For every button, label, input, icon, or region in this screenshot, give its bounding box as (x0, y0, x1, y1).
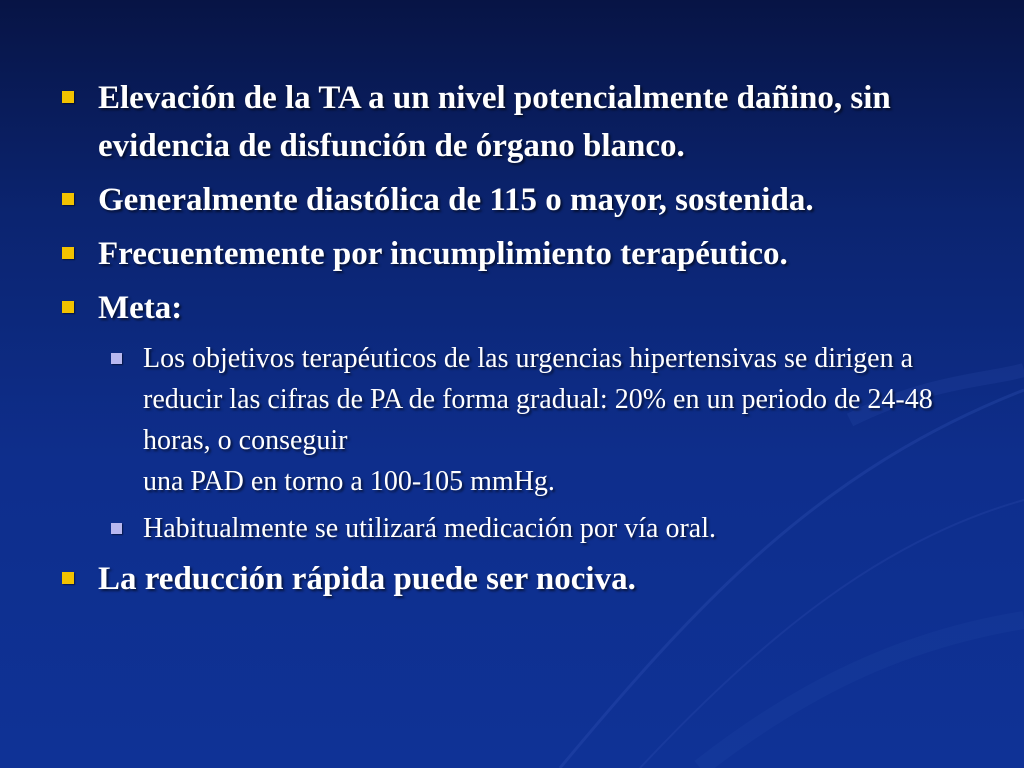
slide-content (60, 74, 980, 609)
bullet-item-diastolica (60, 176, 980, 224)
square-sub-bullet-icon (111, 523, 122, 534)
bullet-item-elevacion (60, 74, 980, 170)
bullet-text: Frecuentemente por incumplimiento terapéutico. (98, 236, 788, 272)
square-bullet-icon (62, 301, 74, 313)
square-bullet-icon (62, 91, 74, 103)
sub-bullet-list (60, 338, 980, 549)
bullet-item-reduccion (60, 555, 980, 603)
bullet-item-incumplimiento (60, 230, 980, 278)
sub-bullet-text-continuation: una PAD en torno a 100-105 mmHg. (143, 466, 555, 497)
bullet-text: Generalmente diastólica de 115 o mayor, sostenida. (98, 182, 814, 218)
sub-bullet-text: Habitualmente se utilizará medicación por vía oral. (143, 513, 716, 544)
square-bullet-icon (62, 193, 74, 205)
sub-bullet-text: Los objetivos terapéuticos de las urgencias hipertensivas se dirigen a reducir las cifras de PA de forma gradual: 20% en un periodo de 24-48 horas, o conseguir (143, 343, 933, 456)
sub-bullet-item-medicacion (105, 508, 980, 549)
bullet-list (60, 74, 980, 332)
square-bullet-icon (62, 572, 74, 584)
bullet-list-final (60, 555, 980, 603)
bullet-text: Elevación de la TA a un nivel potencialmente dañino, sin evidencia de disfunción de órgano blanco. (98, 80, 891, 164)
square-bullet-icon (62, 247, 74, 259)
square-sub-bullet-icon (111, 353, 122, 364)
bullet-text: La reducción rápida puede ser nociva. (98, 561, 636, 597)
bullet-text: Meta: (98, 290, 183, 326)
sub-bullet-item-objetivos (105, 338, 980, 502)
bullet-item-meta (60, 284, 980, 332)
